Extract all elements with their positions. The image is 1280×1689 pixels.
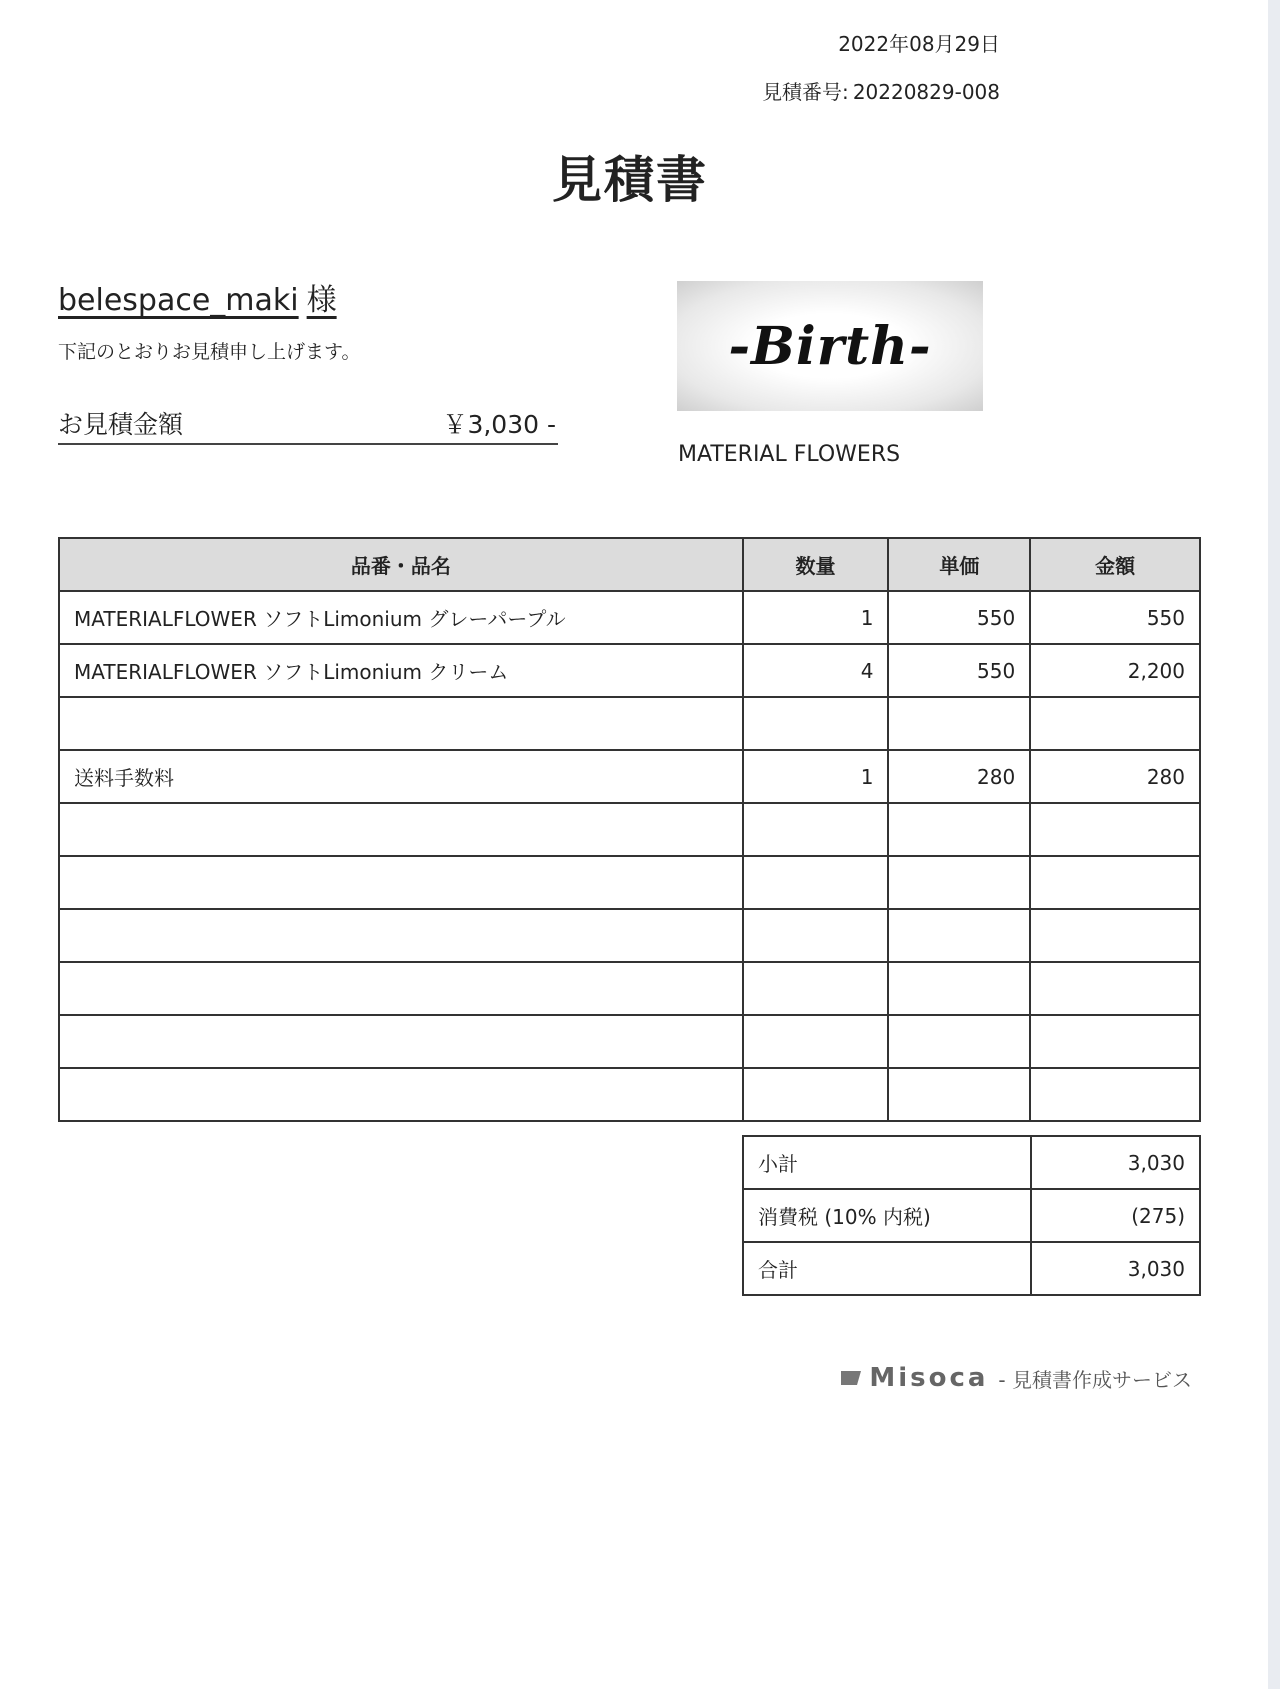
total-label: 合計 (743, 1242, 1031, 1295)
item-amount (1030, 1068, 1200, 1121)
table-row (59, 962, 1200, 1015)
item-name (59, 856, 743, 909)
item-unit-price: 280 (888, 750, 1030, 803)
item-quantity (743, 1068, 889, 1121)
item-quantity (743, 856, 889, 909)
item-unit-price (888, 803, 1030, 856)
misoca-logo-icon (841, 1370, 861, 1386)
item-name (59, 1068, 743, 1121)
item-quantity: 1 (743, 750, 889, 803)
item-unit-price (888, 856, 1030, 909)
item-unit-price: 550 (888, 591, 1030, 644)
item-name: MATERIALFLOWER ソフトLimonium クリーム (59, 644, 743, 697)
vendor-logo (677, 281, 983, 411)
document-title: 見積書 (552, 151, 708, 209)
item-amount (1030, 1015, 1200, 1068)
issue-date: 2022年08月29日 (838, 32, 1000, 56)
table-row (59, 856, 1200, 909)
total-value: 3,030 (1031, 1242, 1200, 1295)
totals-table (742, 1135, 1201, 1296)
item-name (59, 803, 743, 856)
table-row (59, 644, 1200, 697)
footer-tagline: - 見積書作成サービス (998, 1367, 1192, 1392)
table-row (59, 1068, 1200, 1121)
item-unit-price: 550 (888, 644, 1030, 697)
intro-text: 下記のとおりお見積申し上げます。 (58, 341, 361, 363)
subtotal-row (743, 1136, 1200, 1189)
item-name (59, 962, 743, 1015)
item-name: 送料手数料 (59, 750, 743, 803)
table-row (59, 1015, 1200, 1068)
item-name (59, 1015, 743, 1068)
item-amount (1030, 803, 1200, 856)
table-row (59, 750, 1200, 803)
total-row (743, 1242, 1200, 1295)
header-quantity: 数量 (743, 538, 889, 591)
table-row (59, 697, 1200, 750)
item-amount: 2,200 (1030, 644, 1200, 697)
table-row (59, 803, 1200, 856)
item-unit-price (888, 1015, 1030, 1068)
item-amount: 550 (1030, 591, 1200, 644)
item-unit-price (888, 909, 1030, 962)
header-item-name: 品番・品名 (59, 538, 743, 591)
table-row (59, 909, 1200, 962)
subtotal-label: 小計 (743, 1136, 1031, 1189)
tax-label: 消費税 (10% 内税) (743, 1189, 1031, 1242)
item-unit-price (888, 697, 1030, 750)
item-name (59, 697, 743, 750)
item-amount (1030, 962, 1200, 1015)
table-row (59, 591, 1200, 644)
item-quantity: 4 (743, 644, 889, 697)
client-name-value: belespace_maki (58, 283, 299, 318)
item-name: MATERIALFLOWER ソフトLimonium グレーパープル (59, 591, 743, 644)
subtotal-value: 3,030 (1031, 1136, 1200, 1189)
vendor-company: MATERIAL FLOWERS (678, 442, 901, 467)
header-unit-price: 単価 (888, 538, 1030, 591)
item-quantity (743, 697, 889, 750)
estimate-number-label: 見積番号: (762, 80, 849, 104)
item-unit-price (888, 962, 1030, 1015)
estimate-amount-label: お見積金額 (58, 410, 184, 439)
item-amount: 280 (1030, 750, 1200, 803)
item-quantity (743, 909, 889, 962)
footer-brand: Misoca (869, 1363, 989, 1393)
page-gutter (1268, 0, 1280, 1689)
item-quantity: 1 (743, 591, 889, 644)
items-header-row (59, 538, 1200, 591)
tax-value: (275) (1031, 1189, 1200, 1242)
client-name (58, 275, 337, 319)
item-quantity (743, 1015, 889, 1068)
item-amount (1030, 856, 1200, 909)
tax-row (743, 1189, 1200, 1242)
item-amount (1030, 697, 1200, 750)
estimate-number-value: 20220829-008 (852, 80, 1000, 104)
item-quantity (743, 803, 889, 856)
item-name (59, 909, 743, 962)
item-unit-price (888, 1068, 1030, 1121)
estimate-amount (58, 405, 558, 445)
vendor-logo-text: -Birth- (728, 315, 932, 377)
client-honorific: 様 (306, 283, 337, 318)
item-quantity (743, 962, 889, 1015)
footer (841, 1363, 1192, 1393)
items-table (58, 537, 1201, 1122)
item-amount (1030, 909, 1200, 962)
estimate-number (762, 76, 1000, 105)
estimate-amount-value: ￥3,030 - (442, 410, 556, 439)
header-amount: 金額 (1030, 538, 1200, 591)
